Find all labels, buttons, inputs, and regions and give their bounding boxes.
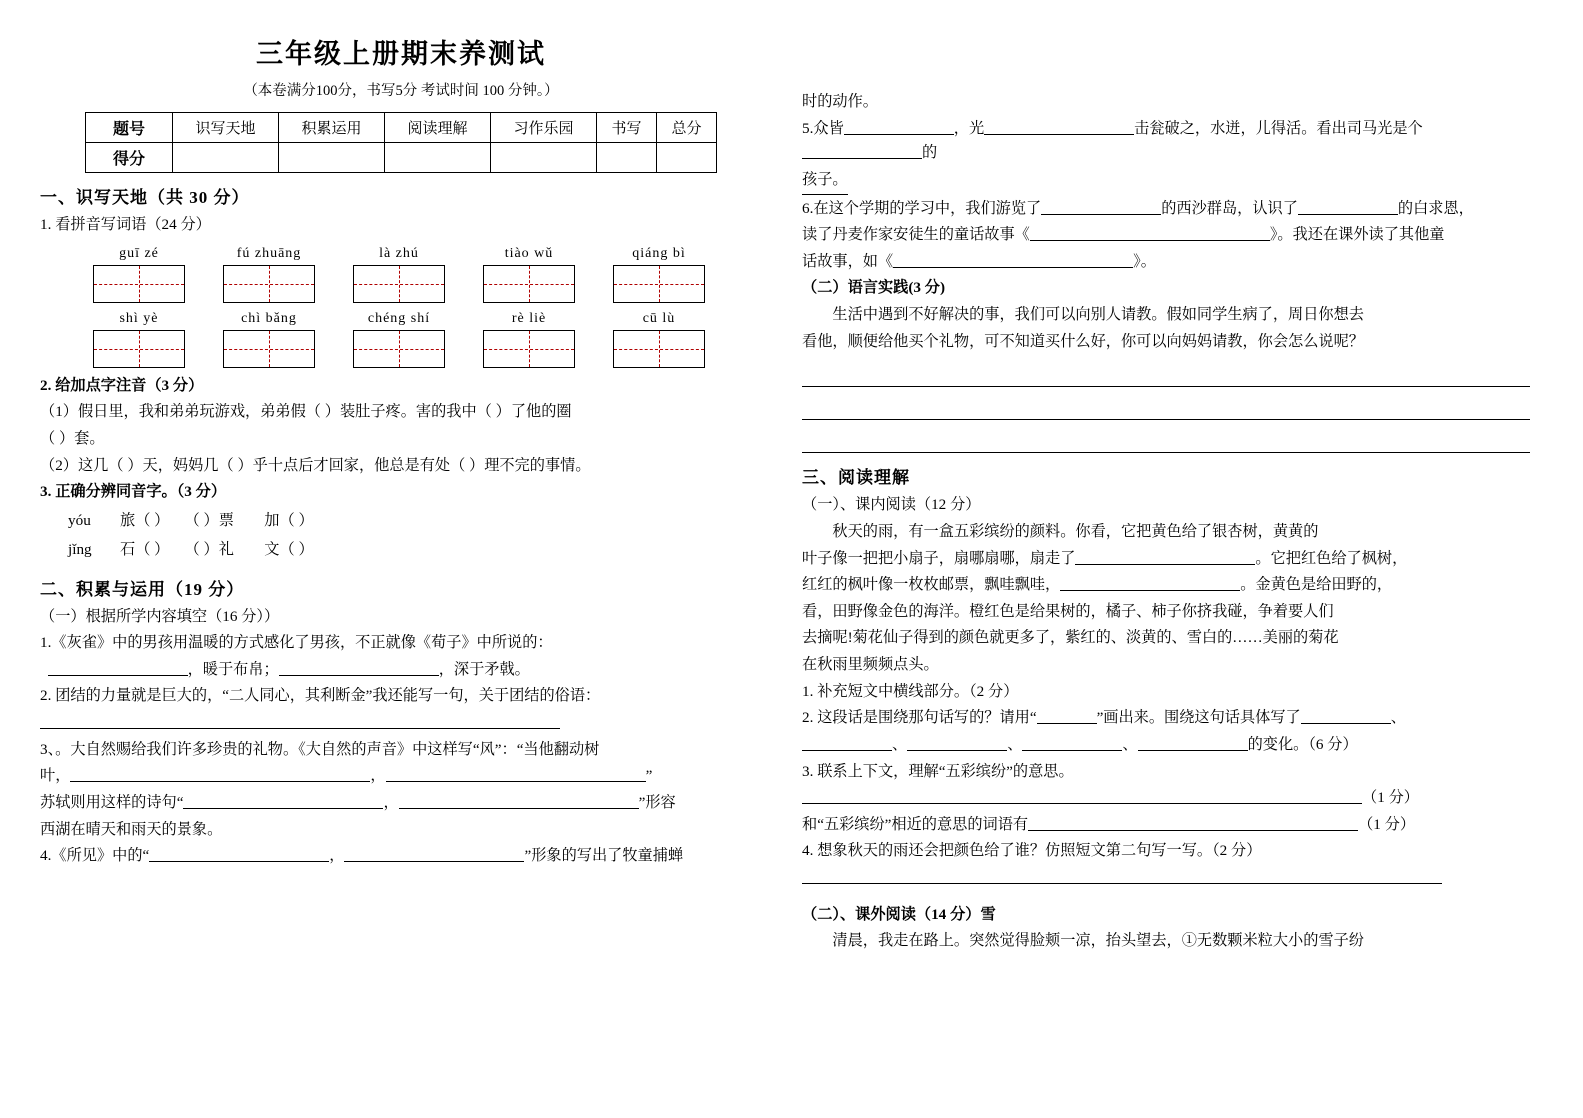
question-1-3-row-1 [40, 507, 762, 536]
answer-blank[interactable] [279, 659, 439, 676]
score-table-header-cell: 积累运用 [279, 113, 385, 143]
section-1-title: 一、识写天地（共 30 分） [40, 188, 250, 207]
practice-section-title: （二）语言实践(3 分) [802, 279, 946, 297]
question-2-4-pre: 4.《所见》中的“ [40, 847, 150, 865]
tianzige-cell[interactable] [594, 330, 724, 368]
reading-paragraph-5: 去摘呢!菊花仙子得到的颜色就更多了，紫红的、淡黄的、雪白的……美丽的菊花 [802, 629, 1339, 647]
answer-blank[interactable] [40, 712, 560, 729]
reading-question-2-cont: 、 、 、 的变化。（6 分） [802, 733, 1530, 758]
answer-blank[interactable] [386, 765, 646, 782]
answer-blank[interactable] [149, 845, 329, 862]
score-table-header-cell: 书写 [597, 113, 657, 143]
question-2-3: 3、。大自然赐给我们许多珍贵的礼物。《大自然的声音》中这样写“风”：“当他翻动树 [40, 740, 600, 758]
answer-blank-line[interactable] [802, 426, 1530, 453]
reading-question-3-blank [802, 786, 1530, 811]
question-2-1-end: ，深于矛戟。 [438, 660, 530, 678]
section-2-subtitle: （一）根据所学内容填空（16 分）） [40, 607, 280, 625]
q5-part-a: 5.众皆 [802, 119, 844, 137]
score-table-header-cell: 总分 [657, 113, 717, 143]
score-cell[interactable] [385, 143, 491, 173]
rq3-score: （1 分） [1362, 789, 1419, 807]
reading-question-3: 3. 联系上下文，理解“五彩缤纷”的意思。 [802, 762, 1074, 780]
answer-blank[interactable] [70, 765, 370, 782]
rq2-a: 2. 这段话是围绕那句话写的？请用“ [802, 709, 1037, 727]
table-row [86, 143, 717, 173]
score-cell[interactable] [491, 143, 597, 173]
answer-blank[interactable] [893, 251, 1133, 268]
answer-blank[interactable] [802, 734, 892, 751]
reading-p2-a: 叶子像一把把小扇子，扇哪扇哪，扇走了 [802, 549, 1076, 567]
reading-paragraph-1: 秋天的雨，有一盒五彩缤纷的颜料。你看，它把黄色给了银杏树，黄黄的 [832, 522, 1319, 540]
pinyin-row-2 [40, 311, 762, 327]
answer-blank[interactable] [1030, 224, 1270, 241]
reading-question-4-blank [802, 866, 1530, 891]
question-1-2-title: 2. 给加点字注音（3 分） [40, 376, 204, 394]
reading-question-3c [802, 813, 1530, 838]
outside-reading-title: （二）、课外阅读（14 分）雪 [802, 905, 996, 923]
rq3-d: （1 分） [1358, 815, 1416, 833]
score-cell[interactable] [597, 143, 657, 173]
score-table-header-cell: 阅读理解 [385, 113, 491, 143]
question-2-4: 4.《所见》中的“ ， ”形象的写出了牧童捕蝉 [40, 847, 684, 865]
answer-blank[interactable] [984, 118, 1134, 135]
question-1-2-line-1: （1）假日里，我和弟弟玩游戏，弟弟假（ ）装肚子疼。害的我中（ ）了他的圈 [40, 403, 572, 421]
q6-part-f: 话故事，如《 [802, 252, 894, 270]
pinyin-row-1 [40, 246, 762, 262]
question-1-3-row-2-text: 石（ ） （ ）礼 文（ ） [120, 540, 314, 558]
question-2-6-line2 [802, 223, 1530, 248]
question-1-3-row-1-text: 旅（ ） （ ）票 加（ ） [120, 511, 314, 529]
reading-question-1: 1. 补充短文中横线部分。（2 分） [802, 682, 1019, 700]
answer-blank[interactable] [344, 845, 524, 862]
pinyin-label: jǐng [68, 540, 92, 558]
reading-p3-b: 。金黄色是给田野的， [1240, 576, 1393, 594]
tianzige-cell[interactable] [334, 265, 464, 303]
question-1-2-line-3: （2）这几（ ）天，妈妈几（ ）乎十点后才回家，他总是有处（ ）理不完的事情。 [40, 456, 591, 474]
answer-blank[interactable] [1037, 707, 1097, 724]
q5-part-c: 击瓮破之，水迸，儿得活。看出司马光是个 [1134, 119, 1423, 137]
pinyin-label: tiào wǔ [504, 245, 554, 261]
question-2-6-line3 [802, 250, 1530, 275]
right-column [802, 26, 1530, 1118]
q6-part-a: 6.在这个学期的学习中，我们游览了 [802, 199, 1042, 217]
score-table-rowlabel: 得分 [86, 143, 173, 173]
q6-part-g: 》。 [1133, 252, 1156, 270]
score-table-header-cell: 习作乐园 [491, 113, 597, 143]
question-2-1-mid: ，暖于布帛； [187, 660, 279, 678]
question-2-5 [802, 117, 1530, 166]
question-2-6-line1 [802, 197, 1530, 222]
q6-part-c: 的白求恩， [1397, 199, 1474, 217]
reading-paragraph-4: 看，田野像金色的海洋。橙红色是给果树的，橘子、柿子你挤我碰，争着要人们 [802, 602, 1334, 620]
pinyin-label: yóu [68, 511, 91, 529]
rq3-c: 和“五彩缤纷”相近的意思的词语有 [802, 815, 1029, 833]
answer-blank[interactable] [1022, 734, 1122, 751]
q5-part-e: 孩子。 [802, 168, 848, 195]
reading-paragraph-6: 在秋雨里频频点头。 [802, 656, 939, 673]
tianzige-cell[interactable] [594, 265, 724, 303]
table-row [86, 113, 717, 143]
outside-reading-paragraph-1: 清晨，我走在路上。突然觉得脸颊一凉，抬头望去，①无数颗米粒大小的雪子纷 [832, 932, 1364, 950]
pinyin-label: cū lù [642, 310, 676, 326]
section-3-title: 三、阅读理解 [802, 468, 910, 488]
reading-paragraph-2 [802, 547, 1530, 572]
page-subtitle: （本卷满分100分，书写5分 考试时间 100 分钟。） [243, 83, 559, 99]
question-1-3-row-2 [40, 536, 762, 565]
reading-p2-b: 。它把红色给了枫树， [1255, 549, 1408, 567]
pinyin-label: guī zé [119, 245, 159, 261]
reading-paragraph-3 [802, 573, 1530, 598]
reading-p3-a: 红红的枫叶像一枚枚邮票，飘哇飘哇， [802, 576, 1061, 594]
page-title: 三年级上册期末养测试 [256, 39, 546, 69]
practice-text-2: 看他，顺便给他买个礼物，可不知道买什么好，你可以向妈妈请教，你会怎么说呢？ [802, 332, 1364, 350]
answer-blank[interactable] [844, 118, 954, 135]
q6-part-e: 》。我还在课外读了其他童 [1269, 226, 1445, 244]
answer-blank-line[interactable] [802, 393, 1530, 420]
rq2-c: 的变化。（6 分） [1247, 735, 1358, 753]
pinyin-label: qiáng bì [632, 245, 686, 261]
answer-blank[interactable] [1301, 707, 1391, 724]
question-2-4-post: ”形象的写出了牧童捕蝉 [524, 847, 684, 865]
question-2-3-blanks: 叶， ， ” [40, 767, 653, 785]
answer-blank[interactable] [183, 792, 383, 809]
question-2-5-tail [802, 168, 1530, 195]
score-cell[interactable] [657, 143, 717, 173]
question-2-2-blank [40, 711, 762, 736]
tianzige-cell[interactable] [334, 330, 464, 368]
q5-part-d: 的 [922, 144, 938, 162]
q5-part-b: ，光 [953, 119, 985, 137]
rq2-b: ”画出来。围绕这句话具体写了 [1096, 709, 1301, 727]
continuation-text: 时的动作。 [802, 93, 878, 110]
answer-blank[interactable] [907, 734, 1007, 751]
tianzige-cell[interactable] [464, 265, 594, 303]
answer-blank-line[interactable] [802, 360, 1530, 387]
answer-blank[interactable] [1138, 734, 1248, 751]
score-table [85, 112, 717, 173]
pinyin-label: shì yè [119, 310, 159, 326]
question-2-3-poem: 苏轼则用这样的诗句“ ， ”形容 [40, 793, 676, 811]
score-table-header-cell: 识写天地 [173, 113, 279, 143]
answer-blank[interactable] [1298, 198, 1398, 215]
answer-blank[interactable] [1028, 814, 1358, 831]
practice-text-1: 生活中遇到不好解决的事，我们可以向别人请教。假如同学生病了，周日你想去 [832, 306, 1364, 323]
question-2-3-lead: 叶， [40, 767, 71, 785]
pinyin-label: là zhú [379, 245, 419, 261]
tianzige-cell[interactable] [204, 330, 334, 368]
pinyin-label: rè liè [511, 310, 547, 326]
question-2-1: 1.《灰雀》中的男孩用温暖的方式感化了男孩，不正就像《荀子》中所说的： [40, 634, 553, 652]
answer-blank[interactable] [802, 867, 1442, 884]
question-2-3-tail: 西湖在晴天和雨天的景象。 [40, 820, 223, 838]
tianzige-cell[interactable] [204, 265, 334, 303]
reading-question-4: 4. 想象秋天的雨还会把颜色给了谁？仿照短文第二句写一写。（2 分） [802, 842, 1262, 860]
section-3-subtitle: （一）、课内阅读（12 分） [802, 496, 981, 514]
question-1-2-line-2: （ ）套。 [40, 429, 105, 447]
question-1-3-title: 3. 正确分辨同音字。（3 分） [40, 483, 227, 501]
answer-blank[interactable] [48, 659, 188, 676]
answer-blank[interactable] [1041, 198, 1161, 215]
score-cell[interactable] [173, 143, 279, 173]
tianzige-row-2 [40, 330, 762, 368]
q6-part-b: 的西沙群岛，认识了 [1161, 199, 1298, 217]
left-column [40, 26, 768, 1118]
section-2-title: 二、积累与运用（19 分） [40, 579, 245, 599]
pinyin-label: chì bǎng [241, 310, 297, 326]
score-cell[interactable] [279, 143, 385, 173]
tianzige-cell[interactable] [74, 330, 204, 368]
answer-blank[interactable] [1060, 574, 1240, 591]
answer-blank[interactable] [802, 787, 1362, 804]
question-2-1-blanks [40, 658, 762, 683]
pinyin-label: chéng shí [367, 310, 431, 326]
question-2-3-post: ”形容 [638, 793, 676, 811]
question-1-1-title: 1. 看拼音写词语（24 分） [40, 216, 211, 233]
answer-blank[interactable] [1075, 548, 1255, 565]
tianzige-row-1 [40, 265, 762, 303]
answer-blank[interactable] [399, 792, 639, 809]
q6-part-d: 读了丹麦作家安徒生的童话故事《 [802, 226, 1030, 244]
question-2-3-pre: 苏轼则用这样的诗句“ [40, 793, 184, 811]
answer-blank[interactable] [802, 142, 922, 159]
tianzige-cell[interactable] [464, 330, 594, 368]
reading-question-2: 2. 这段话是围绕那句话写的？请用“ ”画出来。围绕这句话具体写了 、 [802, 709, 1406, 727]
question-2-2: 2. 团结的力量就是巨大的，“二人同心，其利断金”我还能写一句，关于团结的俗语： [40, 687, 601, 705]
score-table-rowlabel: 题号 [86, 113, 173, 143]
tianzige-cell[interactable] [74, 265, 204, 303]
pinyin-label: fú zhuāng [236, 245, 302, 261]
